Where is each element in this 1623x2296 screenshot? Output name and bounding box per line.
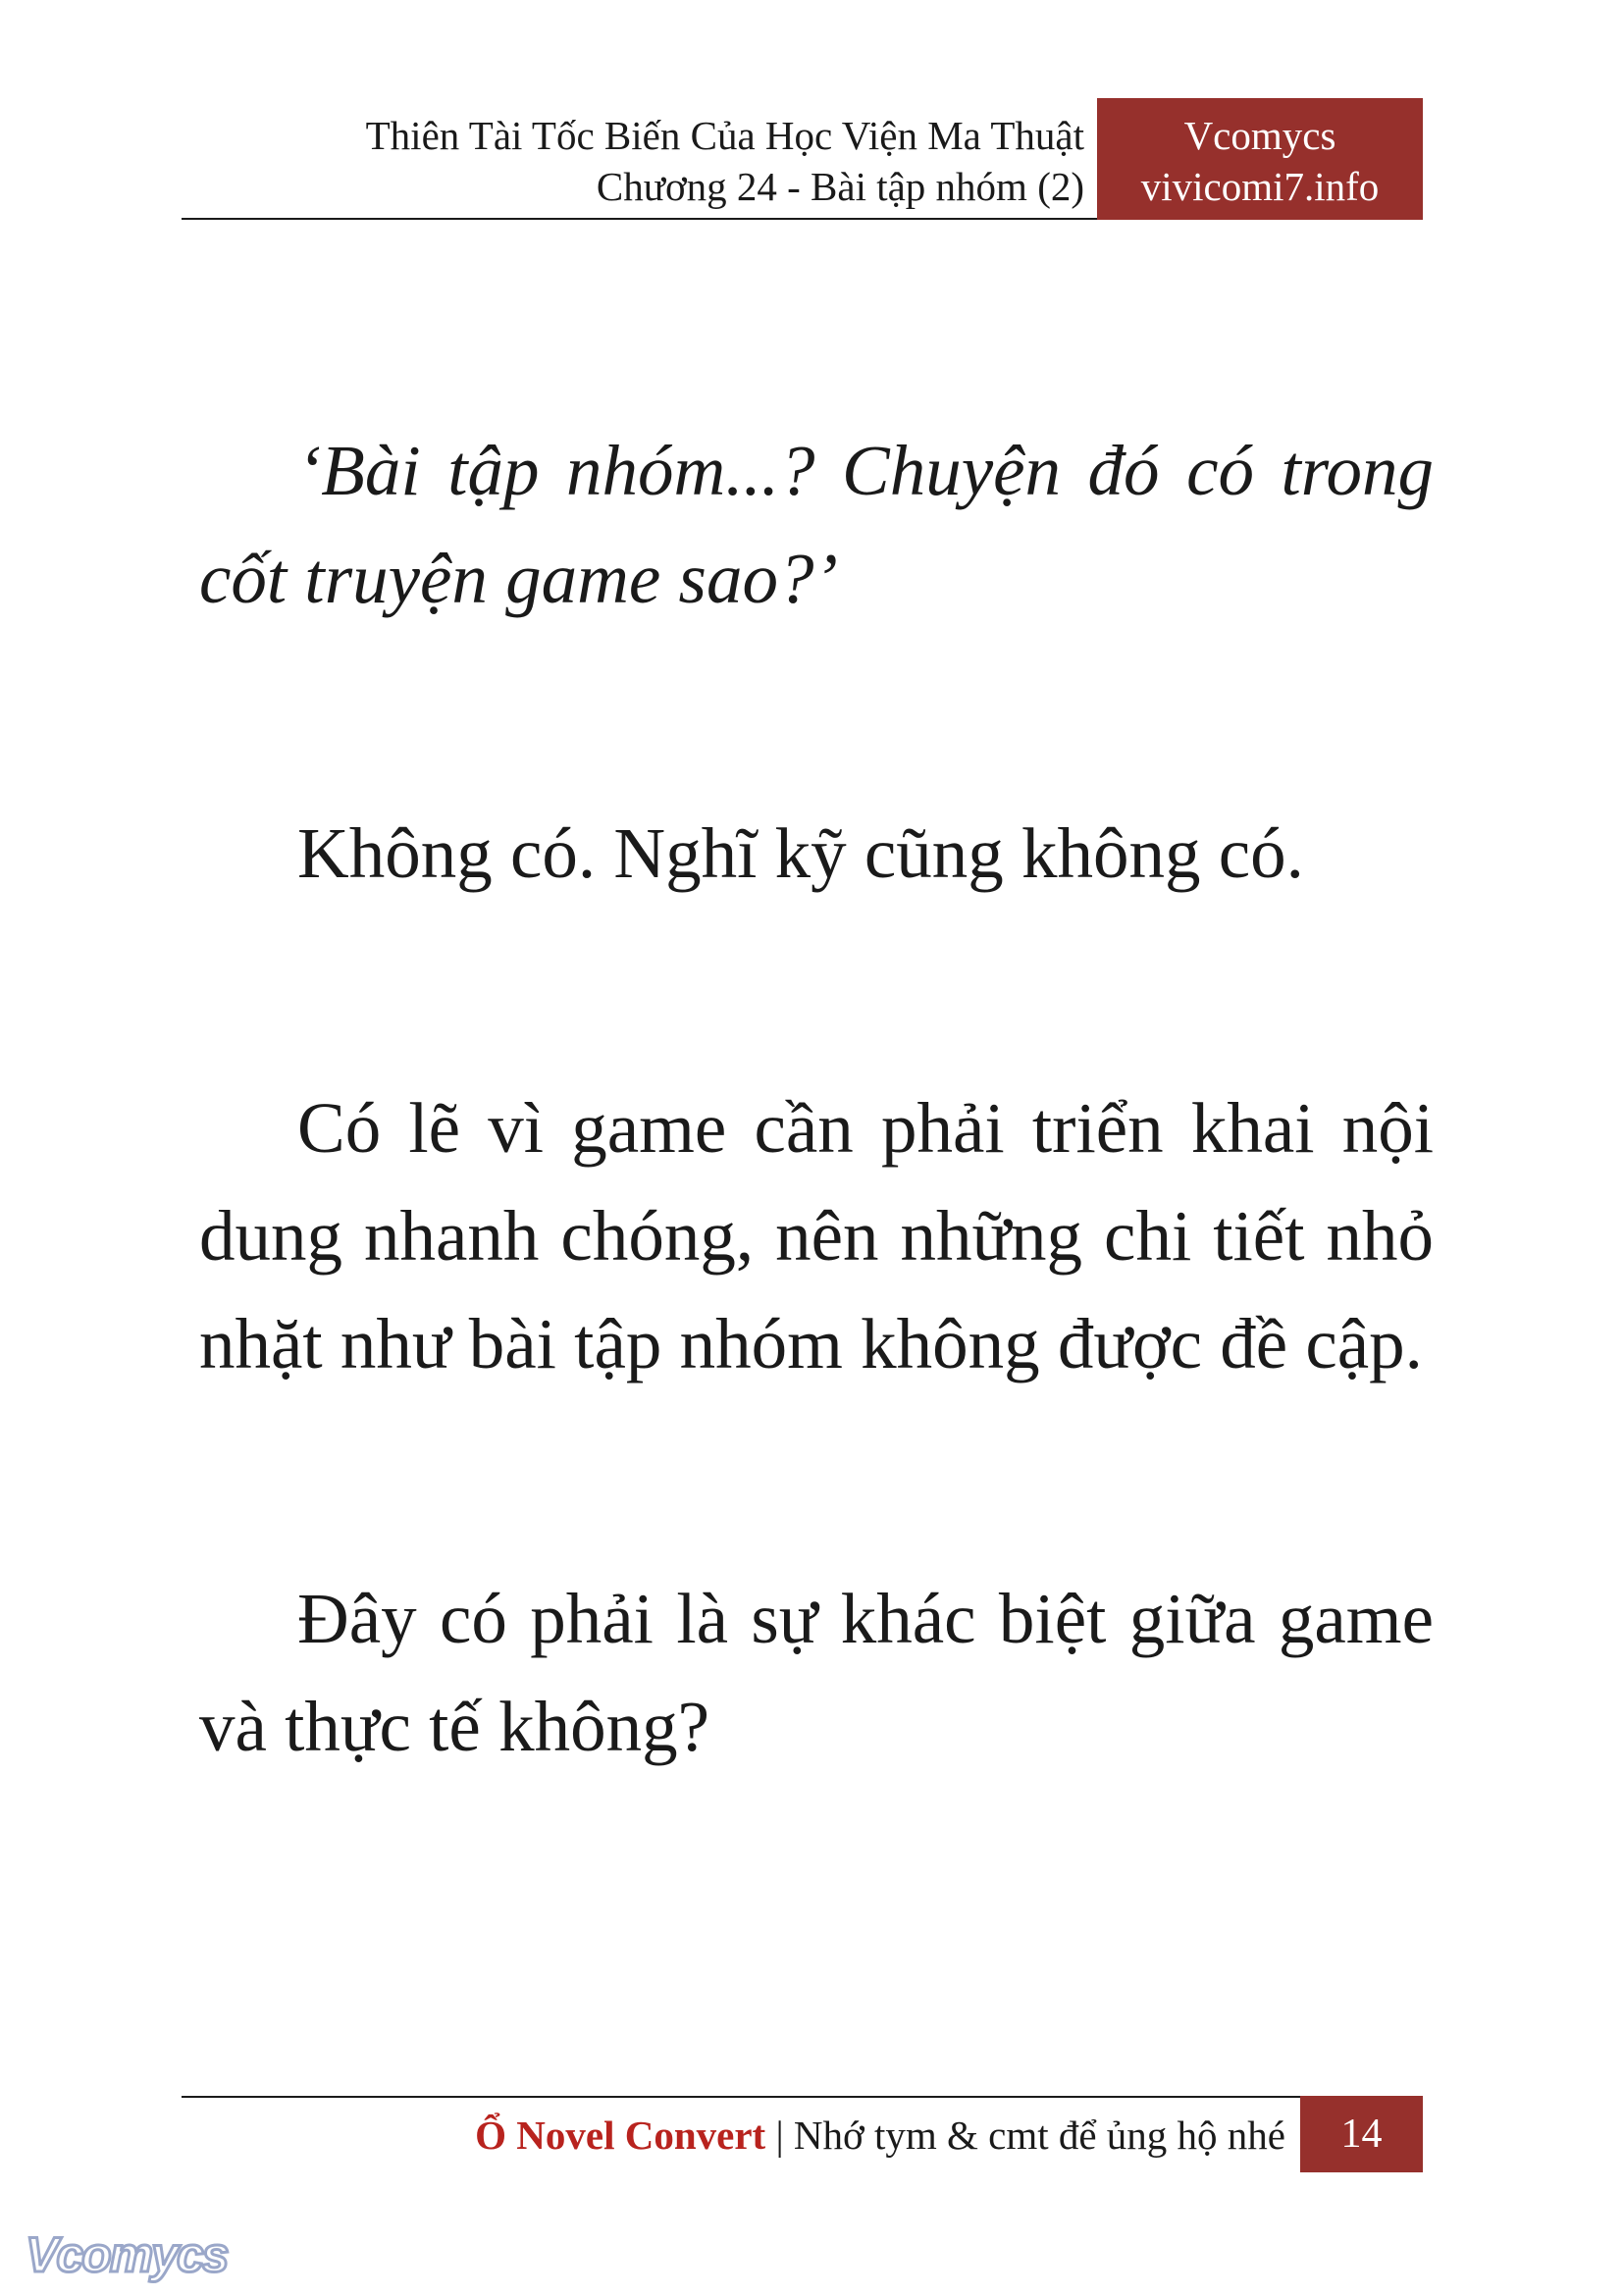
footer-message: Nhớ tym & cmt để ủng hộ nhé [793, 2113, 1285, 2158]
footer-text [475, 2106, 1285, 2165]
page-footer [182, 2096, 1423, 2172]
chapter-content [199, 417, 1434, 1781]
watermark-text: Vcomycs [26, 2227, 228, 2282]
header-titles [366, 110, 1084, 212]
header-brand-box [1097, 98, 1423, 220]
paragraph: Có lẽ vì game cần phải triển khai nội dung nhanh chóng, nên những chi tiết nhỏ nhặt như bài tập nhóm không được đề cập. [199, 1088, 1434, 1383]
watermark-logo-icon [22, 2222, 257, 2291]
footer-separator: | [775, 2113, 784, 2158]
page-number: 14 [1300, 2096, 1423, 2172]
footer-divider [182, 2096, 1302, 2098]
paragraph: Không có. Nghĩ kỹ cũng không có. [297, 813, 1304, 893]
book-title: Thiên Tài Tốc Biến Của Học Viện Ma Thuật [365, 113, 1084, 158]
paragraph: Đây có phải là sự khác biệt giữa game và thực tế không? [199, 1579, 1434, 1766]
paragraph-thought: ‘Bài tập nhóm...? Chuyện đó có trong cốt truyện game sao?’ [199, 431, 1434, 618]
brand-name: Vcomycs [1183, 113, 1336, 158]
vcomycs-watermark-logo [22, 2222, 257, 2291]
header-divider [182, 218, 1104, 220]
footer-brand: Ổ Novel Convert [475, 2113, 766, 2158]
page-header [182, 98, 1423, 220]
brand-site[interactable]: vivicomi7.info [1140, 164, 1380, 209]
chapter-title: Chương 24 - Bài tập nhóm (2) [596, 164, 1084, 209]
